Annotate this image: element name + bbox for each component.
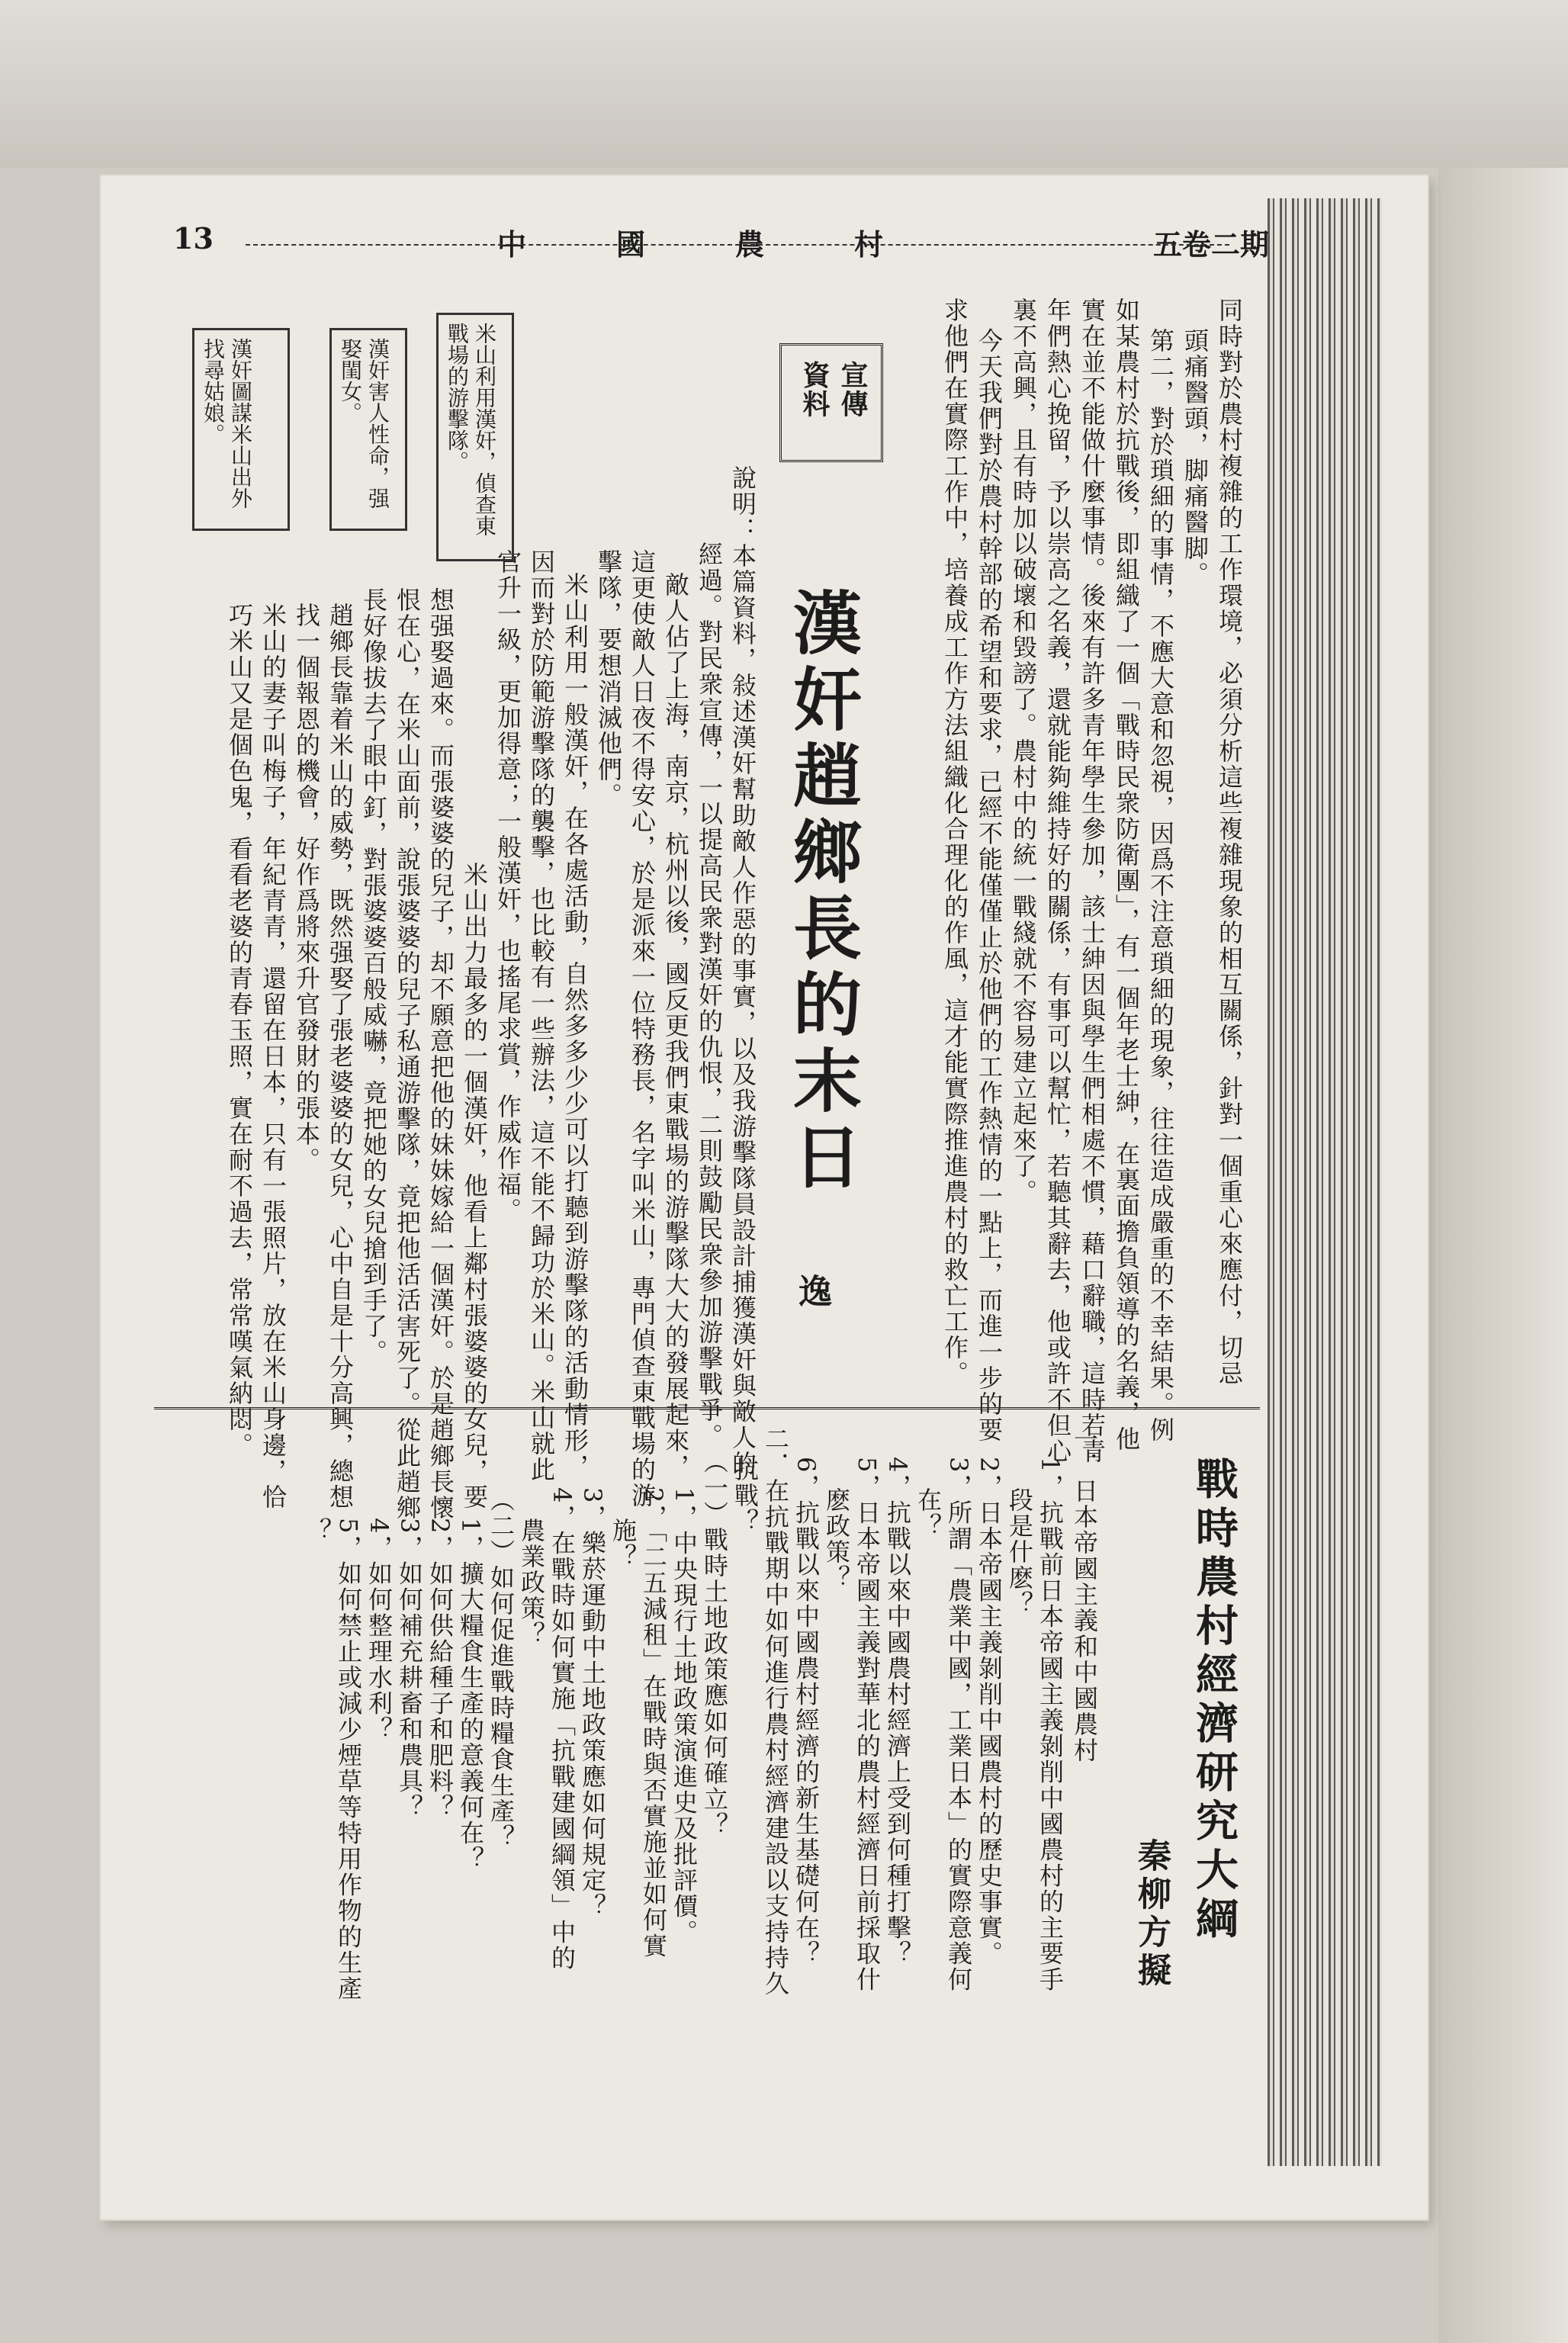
outline-line: 2，如何供給種子和肥料？	[426, 1518, 455, 1821]
text-column: 找一個報恩的機會，好作爲將來升官發財的張本。	[292, 603, 321, 1173]
outline-line: 4，如何整理水利？	[365, 1518, 394, 1743]
magazine-page	[101, 175, 1428, 2219]
text-column: 恨在心，在米山面前，說張婆婆的兒子私通游擊隊，竟把他活活害死了。從此趙鄉	[393, 587, 422, 1521]
header-rule	[246, 244, 1229, 246]
header-issue: 五卷二期	[1153, 227, 1270, 262]
outline-line: 4，在戰時如何實施「抗戰建國綱領」中的	[548, 1487, 577, 1972]
text-column: 擊隊，要想消滅他們。	[594, 549, 623, 808]
outline-line: （二）如何促進戰時糧食生產？	[487, 1487, 516, 1850]
outline-line: 農業政策？	[517, 1518, 546, 1647]
outline-line: 1，抗戰前日本帝國主義剝削中國農村的主要手	[1036, 1457, 1065, 1993]
header-page-number: 13	[173, 221, 214, 256]
outline-line: 在？	[914, 1487, 943, 1539]
outline-line: 施？	[609, 1518, 638, 1570]
outline-line: 2，「二五減租」在戰時與否實施並如何實	[639, 1487, 668, 1959]
text-column: 長好像拔去了眼中釘，對張婆婆百般威嚇，竟把她的女兒搶到手了。	[359, 587, 388, 1365]
side-note-text: 漢奸圖謀米山出外找尋姑娘。	[201, 338, 253, 509]
section-divider	[154, 1407, 1260, 1409]
propaganda-label-line1: 宣傳	[837, 361, 869, 419]
outline-line: 1，擴大糧食生產的意義何在？	[456, 1518, 485, 1872]
background-right	[1438, 168, 1568, 2343]
outline-line: 一．日本帝國主義和中國農村	[1070, 1426, 1099, 1763]
text-column: 米山的妻子叫梅子，年紀青青，還留在日本，只有一張照片，放在米山身邊，恰	[259, 603, 288, 1510]
outline-line: 抗戰？	[731, 1457, 760, 1535]
outline-line: 段是什麽？	[1005, 1487, 1034, 1617]
text-column: 第二，對於瑣細的事情，不應大意和忽視，因爲不注意瑣細的現象，往往造成嚴重的不幸結果。例	[1146, 328, 1175, 1443]
outline-line: 5，如何禁止或減少煙草等特用作物的生產	[334, 1518, 363, 2002]
outline-line: 3，樂菸運動中土地政策應如何規定？	[578, 1487, 607, 1920]
propaganda-label-line2: 資料	[798, 361, 831, 419]
text-column: 經過。對民衆宣傳，一以提高民衆對漢奸的仇恨，二則鼓勵民衆參加游擊戰爭。	[695, 542, 724, 1449]
article-author: 逸	[792, 1274, 831, 1312]
text-column: 敵人佔了上海，南京，杭州以後，國反更我們東戰場的游擊隊大大的發展起來，	[661, 572, 690, 1480]
side-note-text: 米山利用漢奸，偵查東戰場的游擊隊。	[445, 323, 497, 536]
outline-line: 5，日本帝國主義對華北的農村經濟日前採取什	[853, 1457, 882, 1993]
text-column: 年們熱心挽留，予以崇高之名義，還就能夠維持好的關係，有事可以幫忙，若聽其辭去，他或許不但心	[1043, 297, 1072, 1464]
text-column: 說明：本篇資料，敍述漢奸幫助敵人作惡的事實，以及我游擊隊員設計捕獲漢奸與敵人的	[728, 465, 757, 1477]
outline-line: 3，所謂「農業中國，工業日本」的實際意義何	[944, 1457, 973, 1993]
binding-edge-stripe	[1268, 198, 1382, 2166]
text-column: 今天我們對於農村幹部的希望和要求，已經不能僅僅止於他們的工作熱情的一點上，而進一步的要	[975, 328, 1004, 1443]
text-column: 想强娶過來。而張婆婆的兒子，却不願意把他的妹妹嫁給一個漢奸。於是趙鄉長懷	[426, 587, 455, 1521]
outline-line: 1，中央現行土地政策演進史及批評價。	[670, 1487, 699, 1946]
text-column: 官升一級，更加得意；一般漢奸，也搖尾求賞，作威作福。	[493, 549, 522, 1223]
outline-line: 麽政策？	[822, 1487, 851, 1591]
text-column: 米山出力最多的一個漢奸，他看上鄰村張婆婆的女兒，要	[460, 862, 489, 1510]
outline-line: 4，抗戰以來中國農村經濟上受到何種打擊？	[883, 1457, 912, 1967]
background-top	[0, 0, 1568, 168]
text-column: 這更使敵人日夜不得安心，於是派來一位特務長，名字叫米山，專門偵查東戰場的游	[628, 549, 657, 1509]
text-column: 巧米山又是個色鬼，看看老婆的青春玉照，實在耐不過去，常常嘆氣納悶。	[225, 603, 254, 1458]
outline-title: 戰時農村經濟研究大綱	[1189, 1457, 1239, 1945]
text-column: 裏不高興，且有時加以破壞和毀謗了。農村中的統一戰綫就不容易建立起來了。	[1009, 297, 1038, 1205]
outline-line: 二．在抗戰期中如何進行農村經濟建設以支持持久	[761, 1426, 790, 1997]
outline-line: 2，日本帝國主義剝削中國農村的歷史事實。	[975, 1457, 1004, 1967]
text-column: 頭痛醫頭，脚痛醫脚。	[1181, 328, 1210, 587]
outline-author: 秦柳方擬	[1132, 1838, 1171, 1991]
outline-line: 3，如何補充耕畜和農具？	[395, 1518, 424, 1821]
text-column: 實在並不能做什麼事情。後來有許多青年學生參加，該士紳因與學生們相處不慣，藉口辭職，這時若青	[1078, 297, 1107, 1464]
outline-line: （一）戰時土地政策應如何確立？	[700, 1449, 729, 1838]
text-column: 如某農村於抗戰後，即組織了一個「戰時民衆防衛團」，有一個年老士紳，在裏面擔負領導的名義，他	[1112, 297, 1141, 1452]
outline-line: ？	[304, 1518, 333, 1544]
side-note-text: 漢奸害人性命，强娶閨女。	[338, 338, 390, 509]
outline-line: 6，抗戰以來中國農村經濟的新生基礎何在？	[792, 1457, 821, 1967]
text-column: 趙鄉長靠着米山的威勢，既然强娶了張老婆婆的女兒，心中自是十分高興，總想	[326, 603, 355, 1510]
side-note-box	[192, 328, 290, 531]
text-column: 求他們在實際工作中，培養成工作方法組織化合理化的作風，這才能實際推進農村的救亡工作。	[940, 297, 969, 1387]
header-magazine: 中 國 農 村	[497, 227, 914, 262]
side-note-box	[436, 313, 514, 561]
article-title: 漢奸趙鄉長的末日	[781, 587, 862, 1197]
text-column: 同時對於農村複雜的工作環境，必須分析這些複雜現象的相互關係，針對一個重心來應付，切忌	[1215, 297, 1244, 1387]
side-note-box	[329, 328, 407, 531]
propaganda-label-box	[779, 343, 883, 462]
text-column: 因而對於防範游擊隊的襲擊，也比較有一些辦法，這不能不歸功於米山。米山就此	[527, 549, 556, 1483]
text-column: 米山利用一般漢奸，在各處活動，自然多多少少可以打聽到游擊隊的活動情形，	[561, 572, 590, 1480]
